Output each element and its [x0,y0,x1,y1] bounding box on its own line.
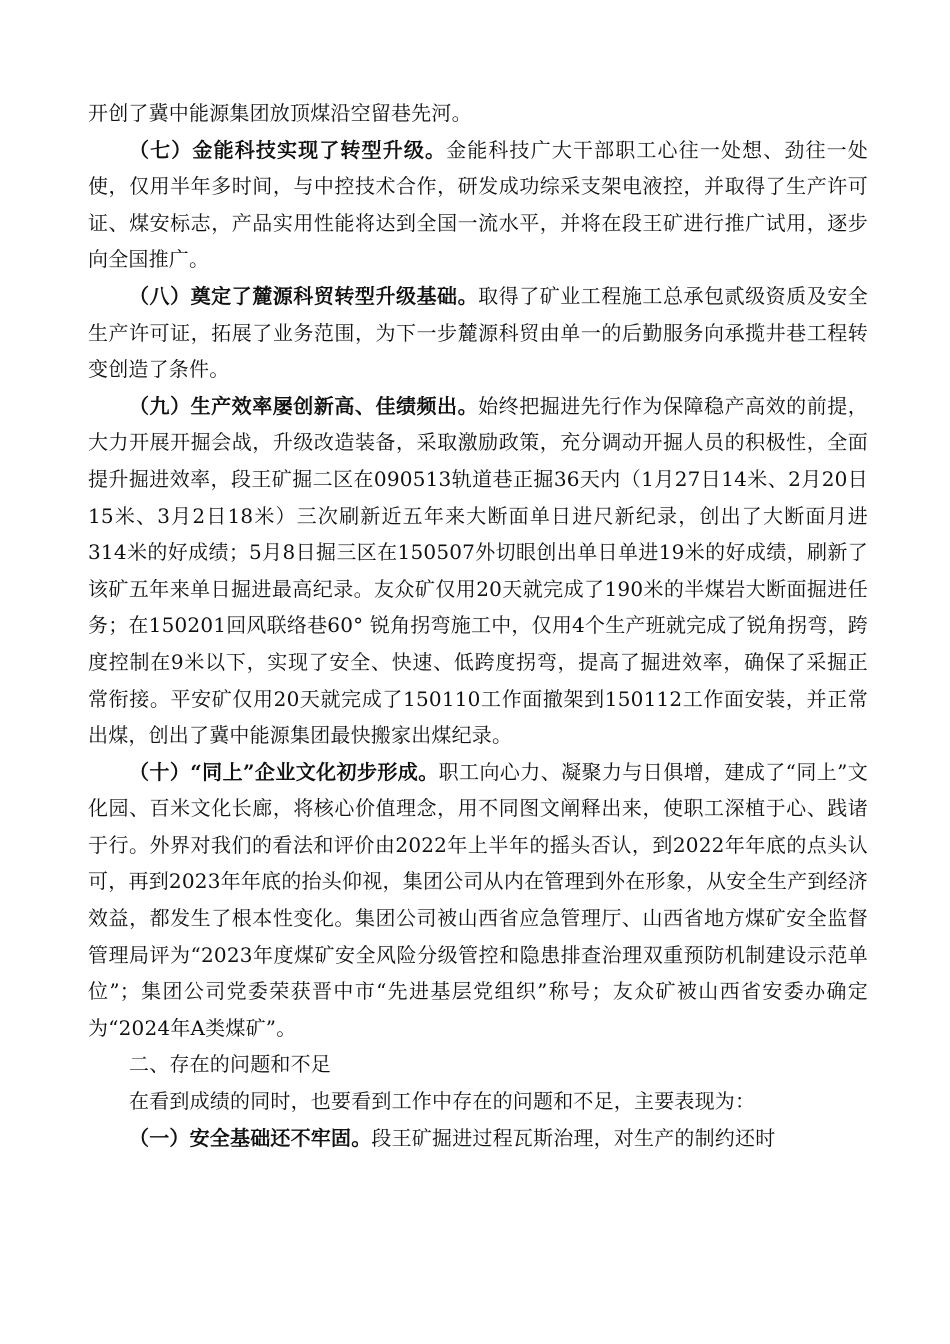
paragraph-body: 取得了矿业工程施工总承包贰级资质及安全生产许可证，拓展了业务范围，为下一步麓源科贸由单一的后勤服务向承揽井巷工程转变创造了条件。 [88,283,868,382]
paragraph-continuation [88,95,868,132]
paragraph-lead: （八）奠定了麓源科贸转型升级基础。 [129,283,479,308]
paragraph-body: 职工向心力、凝聚力与日俱增，建成了“同上”文化园、百米文化长廊，将核心价值理念，用不同图文阐释出来，使职工深植于心、践诸于行。外界对我们的看法和评价由2022年上半年的摇头否认，到2022年年底的点头认可，再到2023年年底的抬头仰视，集团公司从内在管理到外在形象，从安全生产到经济效益，都发生了根本性变化。集团公司被山西省应急管理厅、山西省地方煤矿安全监督管理局评为“2023年度煤矿安全风险分级管控和隐患排查治理双重预防机制建设示范单位”；集团公司党委荣获晋中市“先进基层党组织”称号；友众矿被山西省安委办确定为“2024年A类煤矿”。 [88,759,868,1040]
section-intro: 在看到成绩的同时，也要看到工作中存在的问题和不足，主要表现为： [129,1089,756,1114]
paragraph-item-10 [88,754,868,1047]
paragraph-lead: （十）“同上”企业文化初步形成。 [129,759,439,784]
paragraph-problem-1 [88,1120,868,1157]
paragraph-body: 金能科技广大干部职工心往一处想、劲往一处使，仅用半年多时间，与中控技术合作，研发成功综采支架电液控，并取得了生产许可证、煤安标志，产品实用性能将达到全国一流水平，并将在段王矿进行推广试用，逐步向全国推广。 [88,137,869,272]
paragraph-item-8 [88,278,868,388]
paragraph-item-7 [88,132,868,278]
paragraph-body: 开创了冀中能源集团放顶煤沿空留巷先河。 [88,101,472,125]
paragraph-lead: （一）安全基础还不牢固。 [129,1125,372,1150]
section-heading: 二、存在的问题和不足 [129,1052,331,1077]
paragraph-body: 段王矿掘进过程瓦斯治理，对生产的制约还时 [371,1125,776,1150]
paragraph-lead: （七）金能科技实现了转型升级。 [129,137,447,162]
paragraph-body: 始终把掘进先行作为保障稳产高效的前提，大力开展开掘会战，升级改造装备，采取激励政策，充分调动开掘人员的积极性，全面提升掘进效率，段王矿掘二区在090513轨道巷正掘36天内（1月27日14米、2月20日15米、3月2日18米）三次刷新近五年来大断面单日进尺新纪录，创出了大断面月进314米的好成绩；5月8日掘三区在150507外切眼创出单日单进19米的好成绩，刷新了该矿五年来单日掘进最高纪录。友众矿仅用20天就完成了190米的半煤岩大断面掘进任务；在150201回风联络巷60° 锐角拐弯施工中，仅用4个生产班就完成了锐角拐弯，跨度控制在9米以下，实现了安全、快速、低跨度拐弯，提高了掘进效率，确保了采掘正常衔接。平安矿仅用20天就完成了150110工作面撤架到150112工作面安装，并正常出煤，创出了冀中能源集团最快搬家出煤纪录。 [88,393,868,748]
document-body [88,95,868,1156]
paragraph-lead: （九）生产效率屡创新高、佳绩频出。 [129,393,479,418]
paragraph-item-9 [88,388,868,754]
